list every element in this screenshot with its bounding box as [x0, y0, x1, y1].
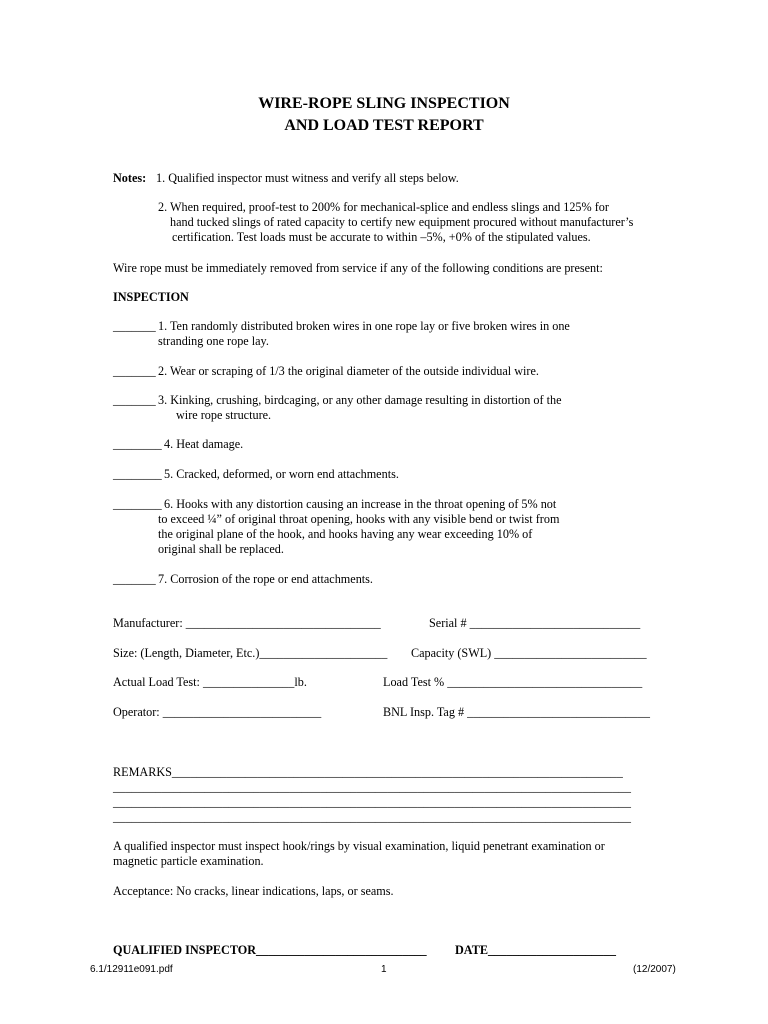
removal-statement: Wire rope must be immediately removed from service if any of the following conditions are present:	[113, 261, 603, 275]
document-title-line-1: WIRE-ROPE SLING INSPECTION	[258, 95, 510, 112]
remarks-line[interactable]: _____________________________________________________________________________________	[113, 810, 631, 824]
inspection-item-6-text-cont-1: to exceed ¼” of original throat opening, hooks with any visible bend or twist from	[158, 512, 560, 526]
inspection-item-6-text-cont-3: original shall be replaced.	[158, 542, 284, 556]
inspection-item-3-text-cont: wire rope structure.	[176, 408, 272, 422]
qualified-inspector-field[interactable]: QUALIFIED INSPECTOR____________________________	[113, 943, 427, 957]
document-title-line-2: AND LOAD TEST REPORT	[284, 117, 484, 134]
inspection-item-6-blank[interactable]: ________	[113, 497, 162, 511]
inspection-item-3-text: 3. Kinking, crushing, birdcaging, or any other damage resulting in distortion of the	[155, 393, 562, 407]
date-field[interactable]: DATE_____________________	[455, 943, 616, 957]
capacity-field[interactable]: Capacity (SWL) _________________________	[411, 646, 647, 660]
inspection-method-line-2: magnetic particle examination.	[113, 854, 264, 868]
load-test-percent-field[interactable]: Load Test % ________________________________	[383, 675, 643, 689]
revision-date: (12/2007)	[633, 964, 676, 975]
document-id: 6.1/12911e091.pdf	[90, 964, 173, 975]
note-2-line-3: certification. Test loads must be accurate to within –5%, +0% of the stipulated values.	[172, 230, 591, 244]
remarks-field[interactable]: REMARKS__________________________________________________________________________	[113, 765, 623, 779]
inspection-item-7-text: 7. Corrosion of the rope or end attachments.	[155, 572, 373, 586]
inspection-item-5-blank[interactable]: ________	[113, 467, 162, 481]
note-2-line-2: hand tucked slings of rated capacity to certify new equipment procured without manufacturer’s	[170, 215, 634, 229]
notes-label: Notes:	[113, 171, 147, 185]
inspection-item-1-text: 1. Ten randomly distributed broken wires in one rope lay or five broken wires in one	[158, 319, 570, 333]
remarks-line[interactable]: _____________________________________________________________________________________	[113, 780, 631, 794]
inspection-item-2-blank[interactable]: _______	[113, 364, 156, 378]
operator-field[interactable]: Operator: __________________________	[113, 705, 322, 719]
inspection-item-6-text-cont-2: the original plane of the hook, and hooks having any wear exceeding 10% of	[158, 527, 533, 541]
inspection-method-line-1: A qualified inspector must inspect hook/rings by visual examination, liquid penetrant examination or	[113, 839, 605, 853]
size-field[interactable]: Size: (Length, Diameter, Etc.)_____________________	[113, 646, 388, 660]
inspection-item-2-text: 2. Wear or scraping of 1/3 the original diameter of the outside individual wire.	[155, 364, 539, 378]
inspection-item-5-text: 5. Cracked, deformed, or worn end attachments.	[164, 467, 399, 481]
note-1: 1. Qualified inspector must witness and verify all steps below.	[156, 171, 459, 185]
inspection-item-6-text: 6. Hooks with any distortion causing an increase in the throat opening of 5% not	[164, 497, 557, 511]
note-2-line-1: 2. When required, proof-test to 200% for mechanical-splice and endless slings and 125% for	[158, 200, 609, 214]
page-number: 1	[381, 964, 387, 975]
inspection-heading: INSPECTION	[113, 290, 189, 304]
actual-load-test-field[interactable]: Actual Load Test: _______________lb.	[113, 675, 307, 689]
bnl-insp-tag-field[interactable]: BNL Insp. Tag # ______________________________	[383, 705, 650, 719]
manufacturer-field[interactable]: Manufacturer: ________________________________	[113, 616, 381, 630]
inspection-item-1-text-cont: stranding one rope lay.	[158, 334, 269, 348]
inspection-item-4-blank[interactable]: ________	[113, 437, 162, 451]
inspection-item-7-blank[interactable]: _______	[113, 572, 156, 586]
serial-number-field[interactable]: Serial # ____________________________	[429, 616, 641, 630]
inspection-item-4-text: 4. Heat damage.	[164, 437, 244, 451]
remarks-line[interactable]: _____________________________________________________________________________________	[113, 795, 631, 809]
acceptance-criteria: Acceptance: No cracks, linear indications, laps, or seams.	[113, 884, 394, 898]
inspection-item-3-blank[interactable]: _______	[113, 393, 156, 407]
inspection-item-1-blank[interactable]: _______	[113, 319, 156, 333]
